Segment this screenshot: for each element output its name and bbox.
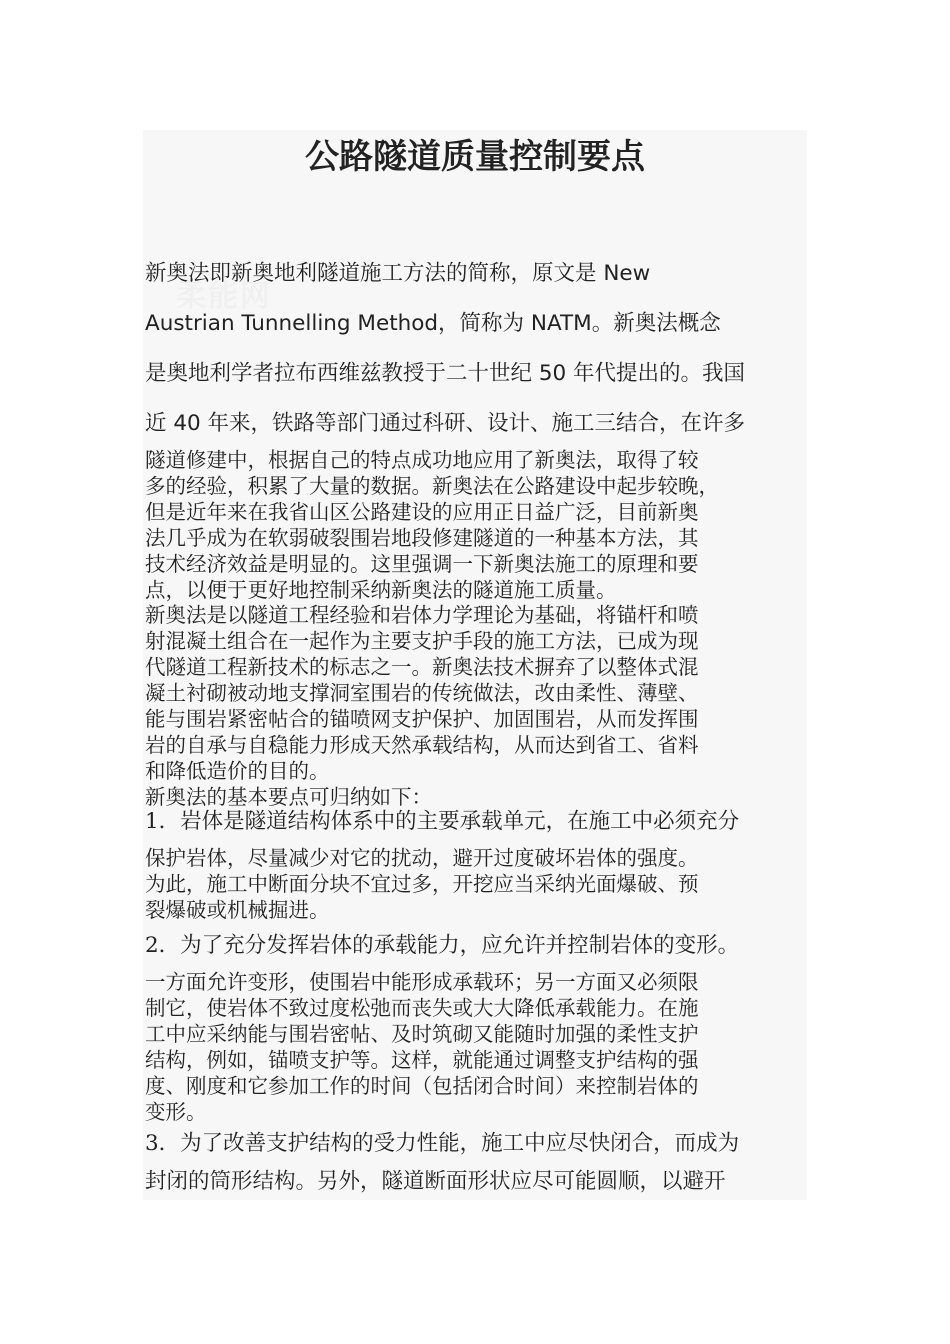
paragraph-line: 隧道修建中，根据自己的特点成功地应用了新奥法，取得了较: [145, 448, 699, 472]
intro-line: 新奥法即新奥地利隧道施工方法的简称，原文是 New: [145, 261, 651, 286]
point-2-body: [145, 970, 809, 1125]
paragraph-line: 为此，施工中断面分块不宜过多，开挖应当采纳光面爆破、预: [145, 871, 699, 896]
paragraph-line: 多的经验，积累了大量的数据。新奥法在公路建设中起步较晚，: [145, 473, 719, 498]
paragraph-line: 变形。: [145, 1099, 207, 1124]
intro-line: Austrian Tunnelling Method，简称为 NATM。新奥法概念: [145, 311, 721, 336]
paragraph-line: 代隧道工程新技术的标志之一。新奥法技术摒弃了以整体式混: [145, 655, 699, 680]
paragraph-line: 新奥法是以隧道工程经验和岩体力学理论为基础，将锚杆和喷: [145, 603, 699, 628]
paragraph-line: 度、刚度和它参加工作的时间（包括闭合时间）来控制岩体的: [145, 1073, 699, 1098]
paragraph-line: 但是近年来在我省山区公路建设的应用正日益广泛，目前新奥: [145, 499, 699, 524]
paragraph-line: 岩的自承与自稳能力形成天然承载结构，从而达到省工、省料: [145, 732, 699, 757]
point-3-body: 封闭的筒形结构。另外，隧道断面形状应尽可能圆顺，以避开: [145, 1169, 726, 1194]
paragraph-line: 凝土衬砌被动地支撑洞室围岩的传统做法，改由柔性、薄壁、: [145, 681, 699, 706]
intro-paragraph: [145, 448, 809, 811]
paragraph-line: 法几乎成为在软弱破裂围岩地段修建隧道的一种基本方法，其: [145, 525, 699, 550]
intro-line: 是奥地利学者拉布西维兹教授于二十世纪 50 年代提出的。我国: [145, 361, 746, 386]
paragraph-line: 工中应采纳能与围岩密帖、及时筑砌又能随时加强的柔性支护: [145, 1021, 699, 1046]
paragraph-line: 保护岩体，尽量减少对它的扰动，避开过度破坏岩体的强度。: [145, 846, 699, 870]
paragraph-line: 制它，使岩体不致过度松弛而丧失或大大降低承载能力。在施: [145, 995, 699, 1020]
paragraph-line: 结构，例如，锚喷支护等。这样，就能通过调整支护结构的强: [145, 1047, 699, 1072]
point-2-heading: 2．为了充分发挥岩体的承载能力，应允许并控制岩体的变形。: [145, 933, 740, 958]
paragraph-line: 和降低造价的目的。: [145, 758, 330, 783]
paragraph-line: 一方面允许变形，使围岩中能形成承载环；另一方面又必须限: [145, 970, 699, 994]
paragraph-line: 点，以便于更好地控制采纳新奥法的隧道施工质量。: [145, 577, 617, 602]
paragraph-line: 能与围岩紧密帖合的锚喷网支护保护、加固围岩，从而发挥围: [145, 707, 699, 732]
point-1-heading: 1．岩体是隧道结构体系中的主要承载单元，在施工中必须充分: [145, 809, 740, 834]
paragraph-line: 裂爆破或机械掘进。: [145, 897, 330, 922]
point-1-body: [145, 846, 809, 924]
paragraph-line: 射混凝土组合在一起作为主要支护手段的施工方法，已成为现: [145, 629, 699, 654]
document-title: 公路隧道质量控制要点: [305, 137, 645, 177]
paragraph-line: 技术经济效益是明显的。这里强调一下新奥法施工的原理和要: [145, 551, 699, 576]
point-3-heading: 3．为了改善支护结构的受力性能，施工中应尽快闭合，而成为: [145, 1131, 740, 1156]
paragraph-line: 新奥法的基本要点可归纳如下：: [145, 784, 432, 809]
watermark: 柔能网: [176, 279, 272, 314]
intro-line: 近 40 年来，铁路等部门通过科研、设计、施工三结合，在许多: [145, 411, 746, 436]
